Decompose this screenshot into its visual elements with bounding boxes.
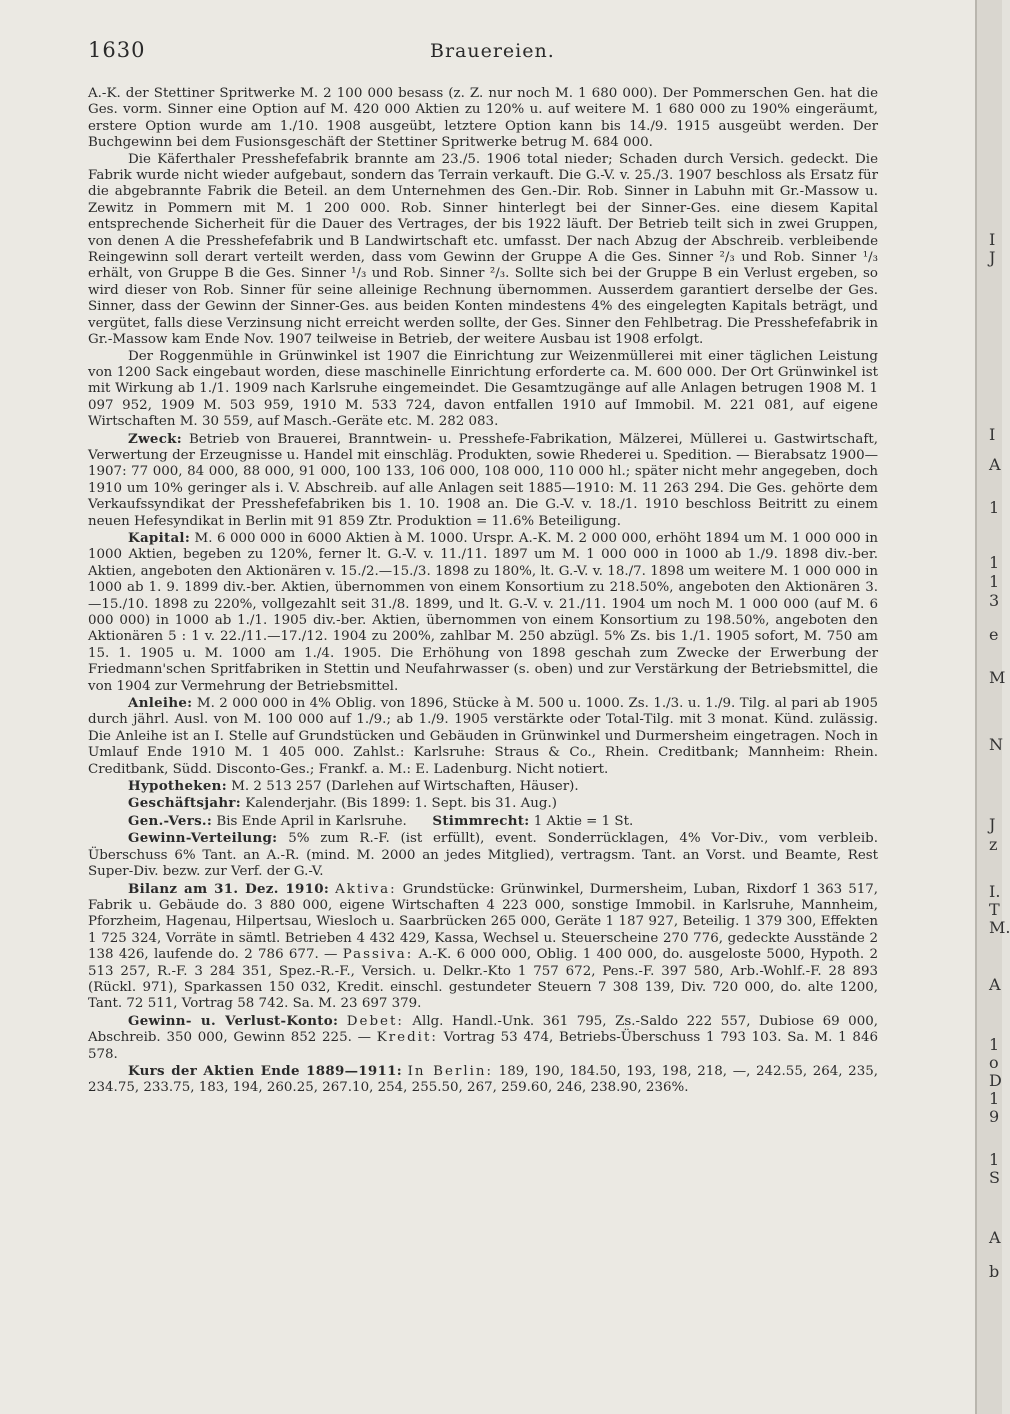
stimmrecht-text: 1 Aktie = 1 St. [529, 813, 634, 829]
geschaeftsjahr-text: Kalenderjahr. (Bis 1899: 1. Sept. bis 31. Aug.) [241, 796, 557, 812]
edge-fragment: S [989, 1168, 1000, 1187]
edge-fragment: 1 [989, 1035, 1000, 1054]
gewinn-label: Gewinn-Verteilung: [128, 830, 278, 847]
kurs-berlin-word: In Berlin: [407, 1063, 494, 1079]
paragraph-stettiner: A.-K. der Stettiner Spritwerke M. 2 100 000 besass (z. Z. nur noch M. 1 680 000). Der Pommerschen Gen. hat die Ges. vorm. Sinner eine Option auf M. 420 000 Aktien zu 120% u. auf weitere M. 1 680 000 zu 190% eingeräumt, erstere Option wurde am 1./10. 1908 ausgeübt, letztere Option kann bis 14./9. 1915 ausgeübt werden. Der Buchgewinn bei dem Fusionsgeschäft der Stettiner Spritwerke betrug M. 684 000. [88, 86, 878, 151]
section-hypotheken [88, 778, 878, 795]
kapital-label: Kapital: [128, 529, 191, 546]
edge-fragment: o [989, 1053, 999, 1072]
stimmrecht-label: Stimmrecht: [432, 812, 530, 829]
bilanz-aktiva-word: Aktiva: [335, 881, 397, 897]
edge-fragment: 9 [989, 1107, 1000, 1126]
gv-text: Bis Ende April in Karlsruhe. [212, 813, 407, 829]
running-head: Brauereien. [430, 40, 555, 62]
edge-fragment: M [989, 668, 1006, 687]
edge-fragment: A [989, 455, 1001, 474]
section-bilanz [88, 881, 878, 1013]
edge-fragment: 1 [989, 572, 1000, 591]
bilanz-label: Bilanz am 31. Dez. 1910: [128, 880, 330, 897]
section-zweck [88, 431, 878, 530]
zweck-label: Zweck: [128, 430, 182, 447]
paragraph-roggenmuehle: Der Roggenmühle in Grünwinkel ist 1907 die Einrichtung zur Weizenmüllerei mit einer täglichen Leistung von 1200 Sack eingebaut worden, diese maschinelle Einrichtung erforderte ca. M. 600 000. Der Ort Grünwinkel ist mit Wirkung ab 1./1. 1909 nach Karlsruhe eingemeindet. Die Gesamtzugänge auf alle Anlagen betrugen 1908 M. 1 097 952, 1909 M. 503 959, 1910 M. 533 724, davon entfallen 1910 auf Immobil. M. 221 081, auf eigene Wirtschaften M. 30 559, auf Masch.-Geräte etc. M. 282 083. [88, 348, 878, 430]
gewinn-text: 5% zum R.-F. (ist erfüllt), event. Sonderrücklagen, 4% Vor-Div., vom verbleib. Überschuss 6% Tant. an A.-R. (mind. M. 2000 an jedes Mitglied), vertragsm. Tant. an Vorst. und Beamte, Rest Super-Div. bezw. zur Verf. der G.-V. [88, 831, 878, 880]
edge-fragment: I [989, 230, 996, 249]
guv-debet-word: Debet: [346, 1013, 404, 1029]
edge-fragment: N [989, 735, 1003, 754]
edge-fragment: 1 [989, 498, 1000, 517]
edge-fragment: A [989, 975, 1001, 994]
section-gewinn-verteilung [88, 830, 878, 880]
hypotheken-label: Hypotheken: [128, 778, 227, 795]
kapital-text: M. 6 000 000 in 6000 Aktien à M. 1000. Urspr. A.-K. M. 2 000 000, erhöht 1894 um M. 1 000 000 in 1000 Aktien, begeben zu 120%, ferner lt. G.-V. v. 11./11. 1897 um M. 1 000 000 in 1000 ab 1./9. 1898 div.-ber. Aktien, angeboten den Aktionären v. 15./2.—15./3. 1898 zu 180%, lt. G.-V. v. 18./7. 1898 um weitere M. 1 000 000 in 1000 ab 1. 9. 1899 div.-ber. Aktien, übernommen von einem Konsortium zu 218.50%, angeboten den Aktionären 3.—15./10. 1898 zu 220%, vollgezahlt seit 31./8. 1899, und lt. G.-V. v. 21./11. 1904 um noch M. 1 000 000 (auf M. 6 000 000) in 1000 ab 1./1. 1905 div.-ber. Aktien, übernommen von einem Konsortium zu 198.50%, angeboten den Aktionären 5 : 1 v. 22./11.—17./12. 1904 zu 200%, zahlbar M. 250 abzügl. 5% Zs. bis 1./1. 1905 sofort, M. 750 am 15. 1. 1905 u. M. 1000 am 1./4. 1905. Die Erhöhung von 1898 geschah zum Zwecke der Erwerbung der Friedmann'schen Spritfabriken in Stettin und Neufahrwasser (s. oben) und zur Verstärkung der Betriebsmittel, die von 1904 zur Vermehrung der Betriebsmittel. [88, 530, 878, 694]
bilanz-text-passiva: A.-K. 6 000 000, Oblig. 1 400 000, do. ausgeloste 5000, Hypoth. 2 513 257, R.-F. 3 284 351, Spez.-R.-F., Versich. u. Delkr.-Kto 1 757 672, Pens.-F. 397 580, Arb.-Wohlf.-F. 28 893 (Rückl. 971), Sparkassen 150 032, Kredit. einschl. gestundeter Steuern 7 308 139, Div. 720 000, do. alte 1200, Tant. 72 511, Vortrag 58 742. Sa. M. 23 697 379. [88, 947, 878, 1012]
edge-fragment: J [989, 815, 996, 834]
anleihe-label: Anleihe: [128, 695, 193, 712]
edge-fragment: J [989, 248, 996, 267]
section-geschaeftsjahr [88, 795, 878, 812]
section-anleihe [88, 695, 878, 778]
edge-fragment: 1 [989, 1089, 1000, 1108]
bilanz-passiva-word: Passiva: [342, 947, 414, 963]
page-number: 1630 [88, 38, 146, 62]
edge-fragment: b [989, 1262, 1000, 1281]
geschaeftsjahr-label: Geschäftsjahr: [128, 795, 241, 812]
section-gen-vers [88, 813, 878, 830]
gv-label: Gen.-Vers.: [128, 812, 213, 829]
section-kurs [88, 1063, 878, 1097]
guv-text-debet: Allg. Handl.-Unk. 361 795, Zs.-Saldo 222 557, Dubiose 69 000, Abschreib. 350 000, Gewinn 852 225. — [88, 1013, 878, 1046]
section-gewinn-verlust [88, 1013, 878, 1063]
edge-fragment: T [989, 900, 1000, 919]
edge-fragment: 1 [989, 553, 1000, 572]
anleihe-text: M. 2 000 000 in 4% Oblig. von 1896, Stücke à M. 500 u. 1000. Zs. 1./3. u. 1./9. Tilg. al pari ab 1905 durch jährl. Ausl. von M. 100 000 auf 1./9.; ab 1./9. 1905 verstärkte oder Total-Tilg. mit 3 monat. Künd. zulässig. Die Anleihe ist an I. Stelle auf Grundstücken und Gebäuden in Grünwinkel und Durmersheim eingetragen. Noch in Umlauf Ende 1910 M. 1 405 000. Zahlst.: Karlsruhe: Straus & Co., Rhein. Creditbank; Mannheim: Rhein. Creditbank, Südd. Disconto-Ges.; Frankf. a. M.: E. Ladenburg. Nicht notiert. [88, 696, 878, 777]
page-body [88, 86, 878, 1097]
guv-label: Gewinn- u. Verlust-Konto: [128, 1012, 339, 1029]
edge-fragment: e [989, 625, 999, 644]
kurs-label: Kurs der Aktien Ende 1889—1911: [128, 1062, 402, 1079]
edge-fragment: 3 [989, 591, 1000, 610]
facing-page-edge [975, 0, 1010, 1414]
edge-fragment: D [989, 1071, 1002, 1090]
section-kapital [88, 530, 878, 695]
edge-fragment: A [989, 1228, 1001, 1247]
guv-text-kredit: Vortrag 53 474, Betriebs-Überschuss 1 793 103. Sa. M. 1 846 578. [88, 1030, 878, 1062]
edge-fragment: I. [989, 882, 1001, 901]
edge-fragment: 1 [989, 1150, 1000, 1169]
edge-fragment: z [989, 835, 998, 854]
hypotheken-text: M. 2 513 257 (Darlehen auf Wirtschaften, Häuser). [226, 779, 579, 795]
kurs-text: 189, 190, 184.50, 193, 198, 218, —, 242.55, 264, 235, 234.75, 233.75, 183, 194, 260.25, 267.10, 254, 255.50, 267, 259.60, 246, 238.90, 236%. [88, 1063, 878, 1096]
guv-kredit-word: Kredit: [376, 1030, 438, 1046]
bilanz-text-aktiva: Grundstücke: Grünwinkel, Durmersheim, Luban, Rixdorf 1 363 517, Fabrik u. Gebäude do. 3 880 000, eigene Wirtschaften 4 223 000, sonstige Immobil. in Karlsruhe, Mannheim, Pforzheim, Hagenau, Hilpertsau, Wiesloch u. Saarbrücken 265 000, Geräte 1 187 927, Beteilig. 1 379 300, Effekten 1 725 324, Vorräte in sämtl. Betrieben 4 432 429, Kassa, Wechsel u. Steuerscheine 270 776, gedeckte Ausstände 2 138 426, laufende do. 2 786 677. — [88, 881, 879, 963]
zweck-text: Betrieb von Brauerei, Branntwein- u. Presshefe-Fabrikation, Mälzerei, Müllerei u. Gastwirtschaft, Verwertung der Erzeugnisse u. Handel mit einschläg. Produkten, sowie Rhederei u. Spedition. — Bierabsatz 1900—1907: 77 000, 84 000, 88 000, 91 000, 100 133, 106 000, 108 000, 110 000 hl.; später nicht mehr angegeben, doch 1910 um 10% geringer als i. V. Abschreib. auf alle Anlagen seit 1885—1910: M. 11 263 294. Die Ges. gehörte dem Verkaufssyndikat der Presshefefabriken bis 1. 10. 1908 an. Die G.-V. v. 18./1. 1910 beschloss Beitritt zu einem neuen Hefesyndikat in Berlin mit 91 859 Ztr. Produktion = 11.6% Beteiligung. [88, 431, 878, 529]
paragraph-kaeferthal: Die Käferthaler Presshefefabrik brannte am 23./5. 1906 total nieder; Schaden durch Versich. gedeckt. Die Fabrik wurde nicht wieder aufgebaut, sondern das Terrain verkauft. Die G.-V. v. 25./3. 1907 beschloss als Ersatz für die abgebrannte Fabrik die Beteil. an dem Unternehmen des Gen.-Dir. Rob. Sinner in Labuhn mit Gr.-Massow u. Zewitz in Pommern mit M. 1 200 000. Rob. Sinner hinterlegt bei der Sinner-Ges. eine diesem Kapital entsprechende Sicherheit für die Dauer des Vertrages, der bis 1922 läuft. Der Betrieb teilt sich in zwei Gruppen, von denen A die Presshefefabrik und B Landwirtschaft etc. umfasst. Der nach Abzug der Abschreib. verbleibende Reingewinn soll derart verteilt werden, dass vom Gewinn der Gruppe A die Ges. Sinner ²/₃ und Rob. Sinner ¹/₃ erhält, von Gruppe B die Ges. Sinner ¹/₃ und Rob. Sinner ²/₃. Sollte sich bei der Gruppe B ein Verlust ergeben, so wird dieser von Rob. Sinner für seine alleinige Rechnung übernommen. Ausserdem garantiert derselbe der Ges. Sinner, dass der Gewinn der Sinner-Ges. aus beiden Konten mindestens 4% des eingelegten Kapitals beträgt, und vergütet, falls diese Verzinsung nicht erreicht werden sollte, der Ges. Sinner den Fehlbetrag. Die Presshefefabrik in Gr.-Massow kam Ende Nov. 1907 teilweise in Betrieb, der weitere Ausbau ist 1908 erfolgt. [88, 151, 879, 348]
edge-fragment: I [989, 425, 996, 444]
edge-fragment: M. [989, 918, 1010, 937]
